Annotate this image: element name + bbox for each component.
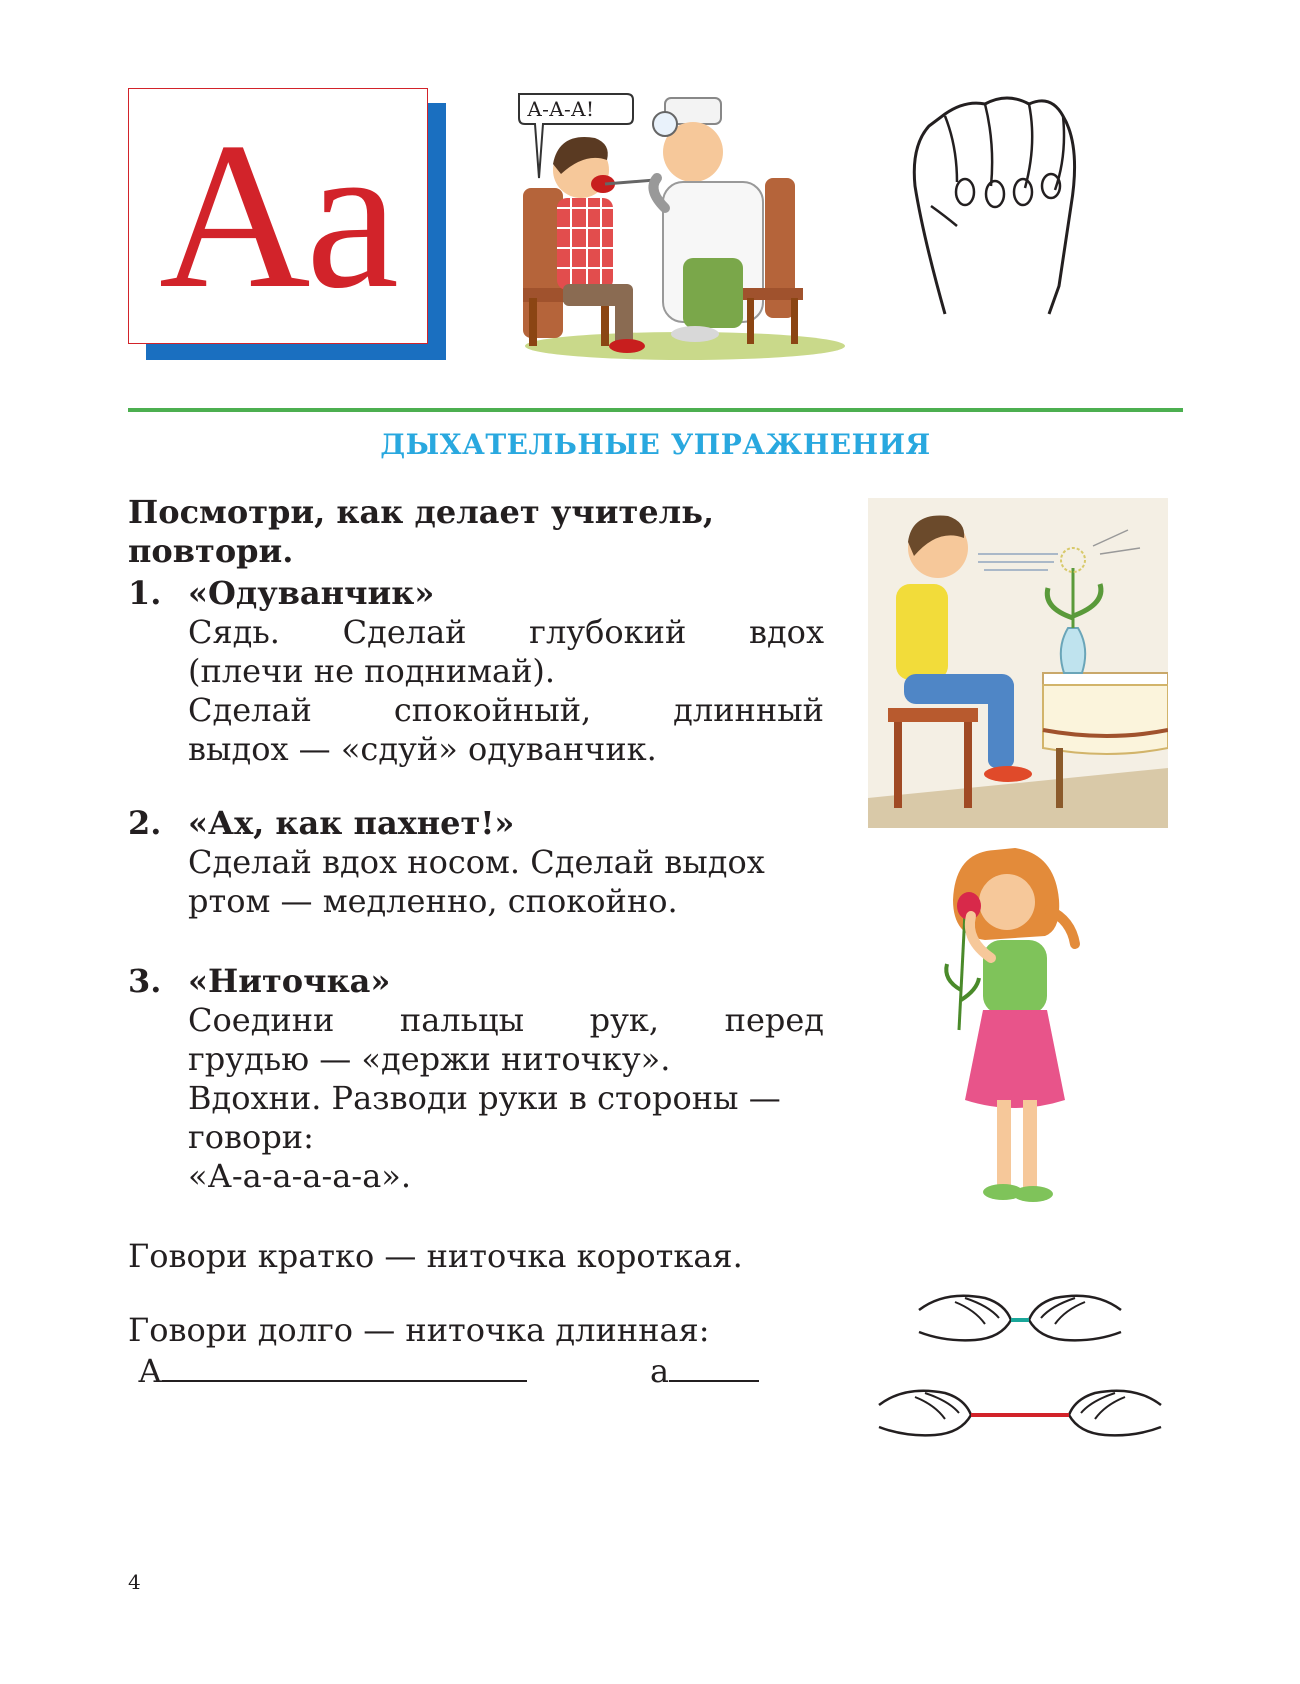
section-divider bbox=[128, 408, 1183, 412]
word: спокойный, bbox=[393, 691, 592, 729]
letter-card-letters: Аа bbox=[158, 100, 398, 332]
doctor-speech-bubble-text: А-А-А! bbox=[527, 97, 594, 121]
exercise-3-line-2: грудью — «держи ниточку». bbox=[188, 1040, 671, 1078]
exercise-2-number: 2. bbox=[128, 804, 162, 842]
exercise-1-title bbox=[128, 574, 828, 613]
boy-blowing-dandelion-illustration bbox=[868, 498, 1168, 828]
short-sound-row bbox=[650, 1350, 759, 1391]
exercise-1-line-1 bbox=[188, 613, 824, 652]
exercise-3-title bbox=[128, 962, 828, 1001]
section-heading: ДЫХАТЕЛЬНЫЕ УПРАЖНЕНИЯ bbox=[380, 428, 931, 461]
exercise-3-line-4: говори: bbox=[188, 1118, 314, 1156]
intro-instruction bbox=[128, 493, 828, 571]
exercise-1-line-4: выдох — «сдуй» одуванчик. bbox=[188, 730, 657, 768]
exercise-3-line-1 bbox=[188, 1001, 824, 1040]
exercise-3-name: «Ниточка» bbox=[188, 962, 391, 1000]
word: Сделай bbox=[188, 691, 312, 729]
hand-sign-a-illustration bbox=[905, 86, 1090, 316]
page-number: 4 bbox=[128, 1570, 141, 1594]
exercise-2-body bbox=[188, 843, 824, 921]
long-sound-letter: А bbox=[138, 1352, 163, 1390]
short-sound-blank bbox=[669, 1350, 759, 1382]
exercise-3-line-3: Вдохни. Разводи руки в стороны — bbox=[188, 1079, 781, 1117]
exercise-1-line-3 bbox=[188, 691, 824, 730]
hands-long-thread-illustration bbox=[875, 1375, 1165, 1455]
exercise-2-name: «Ах, как пахнет!» bbox=[188, 804, 515, 842]
exercise-3-body bbox=[188, 1001, 824, 1196]
long-sound-blank bbox=[162, 1350, 527, 1382]
exercise-2-line-1: Сделай вдох носом. Сделай выдох bbox=[188, 843, 765, 881]
girl-smelling-flower-illustration bbox=[925, 840, 1125, 1230]
word: Сядь. bbox=[188, 613, 280, 651]
word: длинный bbox=[673, 691, 824, 729]
exercise-2-title bbox=[128, 804, 828, 843]
hands-short-thread-illustration bbox=[915, 1280, 1125, 1360]
exercise-2-line-2: ртом — медленно, спокойно. bbox=[188, 882, 678, 920]
exercise-3-line-5: «А-а-а-а-а-а». bbox=[188, 1157, 412, 1195]
word: Сделай bbox=[342, 613, 467, 651]
long-thread-line: Говори долго — ниточка длинная: bbox=[128, 1311, 710, 1349]
word: вдох bbox=[748, 613, 824, 651]
intro-line-1: Посмотри, как делает учитель, bbox=[128, 493, 715, 531]
word: Соедини bbox=[188, 1001, 335, 1039]
doctor-examining-boy-illustration bbox=[515, 88, 845, 368]
exercise-1-body bbox=[188, 613, 824, 769]
word: перед bbox=[724, 1001, 824, 1039]
short-sound-letter: а bbox=[650, 1352, 670, 1390]
exercise-1-line-2: (плечи не поднимай). bbox=[188, 652, 556, 690]
intro-line-2: повтори. bbox=[128, 532, 294, 570]
exercise-1-number: 1. bbox=[128, 574, 162, 612]
short-thread-line: Говори кратко — ниточка короткая. bbox=[128, 1237, 743, 1275]
exercise-3-number: 3. bbox=[128, 962, 162, 1000]
word: рук, bbox=[589, 1001, 660, 1039]
word: глубокий bbox=[529, 613, 687, 651]
word: пальцы bbox=[399, 1001, 525, 1039]
long-sound-row bbox=[138, 1350, 527, 1391]
exercise-1-name: «Одуванчик» bbox=[188, 574, 435, 612]
